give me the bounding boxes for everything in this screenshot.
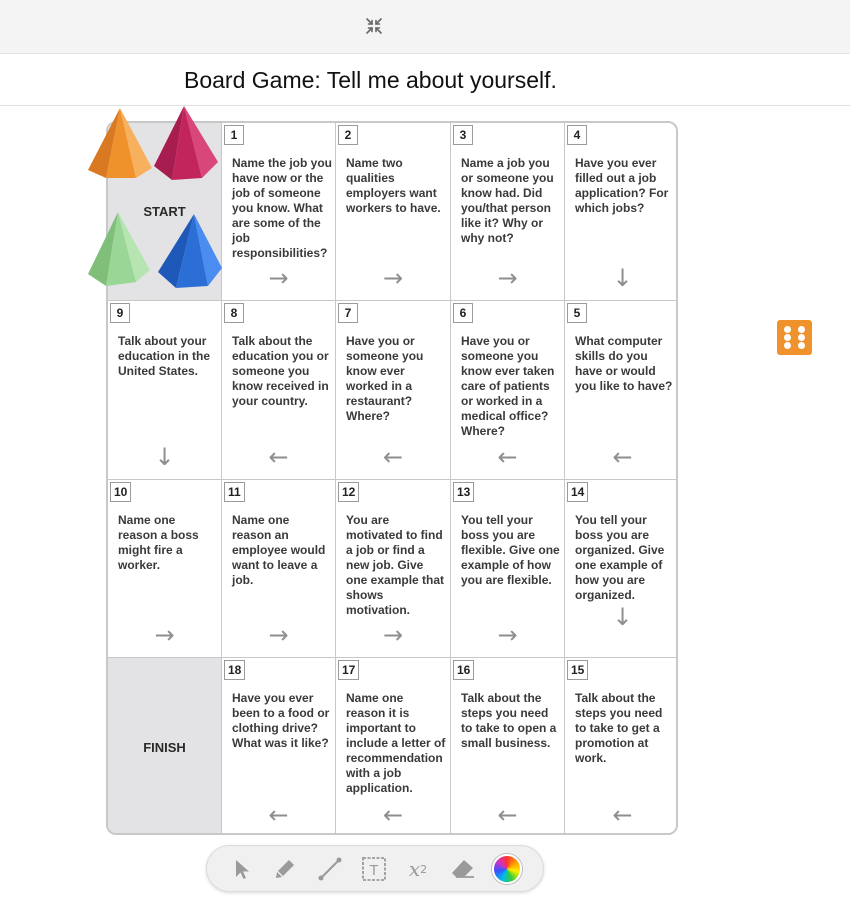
text-box-icon[interactable]: [359, 854, 389, 884]
arrow-right-icon: →: [268, 621, 289, 649]
cell-number: 15: [567, 660, 588, 680]
title-bar: [0, 55, 850, 106]
board-cell-11[interactable]: [222, 480, 336, 658]
cell-number: 12: [338, 482, 359, 502]
arrow-down-icon: ↓: [612, 603, 633, 631]
orange-pawn-icon[interactable]: [84, 106, 156, 182]
arrow-left-icon: ←: [268, 801, 289, 829]
superscript-base: x: [408, 857, 421, 881]
dice-dot: [798, 342, 805, 349]
board-cell-8[interactable]: [222, 301, 336, 480]
arrow-right-icon: →: [497, 264, 518, 292]
green-pawn-icon[interactable]: [84, 210, 156, 290]
cell-prompt: Have you or someone you know ever taken care of patients or worked in a medical office? Where?: [461, 334, 555, 438]
cell-number: 3: [453, 125, 473, 145]
blue-pawn-icon[interactable]: [154, 212, 226, 292]
dice-dot: [798, 326, 805, 333]
cell-prompt: Talk about the education you or someone you know received in your country.: [232, 334, 329, 408]
cell-prompt: Talk about the steps you need to take to get a promotion at work.: [575, 691, 663, 765]
superscript-exp: 2: [420, 862, 428, 876]
start-label: START: [143, 204, 186, 219]
arrow-right-icon: →: [268, 264, 289, 292]
finish-cell[interactable]: [108, 658, 222, 835]
cell-prompt: What computer skills do you have or would you like to have?: [575, 334, 673, 393]
cell-number: 4: [567, 125, 587, 145]
arrow-left-icon: ←: [382, 443, 404, 471]
board-cell-4[interactable]: [565, 123, 678, 301]
line-icon[interactable]: [315, 854, 345, 884]
cell-number: 16: [453, 660, 474, 680]
pen-icon[interactable]: [270, 854, 300, 884]
board-cell-10[interactable]: [108, 480, 222, 658]
pointer-icon[interactable]: [227, 854, 257, 884]
arrow-right-icon: →: [154, 621, 175, 649]
board-cell-12[interactable]: [336, 480, 451, 658]
magenta-pawn-icon[interactable]: [150, 104, 222, 184]
cell-prompt: Name two qualities employers want workers to have.: [346, 156, 441, 215]
cell-number: 5: [567, 303, 587, 323]
board-cell-13[interactable]: [451, 480, 565, 658]
board-cell-2[interactable]: [336, 123, 451, 301]
cell-number: 8: [224, 303, 244, 323]
cell-prompt: You tell your boss you are flexible. Give one example of how you are flexible.: [461, 513, 560, 587]
arrow-right-icon: →: [382, 621, 404, 649]
board-cell-17[interactable]: [336, 658, 451, 835]
dice-icon[interactable]: [777, 320, 812, 355]
arrow-right-icon: →: [497, 621, 518, 649]
cell-number: 6: [453, 303, 473, 323]
dice-dot: [784, 342, 791, 349]
arrow-down-icon: ↓: [154, 443, 175, 471]
cell-number: 14: [567, 482, 588, 502]
superscript-icon[interactable]: [403, 854, 433, 884]
cell-number: 13: [453, 482, 474, 502]
top-bar: [0, 0, 850, 54]
cell-prompt: You tell your boss you are organized. Give one example of how you are organized.: [575, 513, 665, 602]
dice-dot: [784, 334, 791, 341]
cell-prompt: Have you ever been to a food or clothing drive? What was it like?: [232, 691, 330, 750]
collapse-icon[interactable]: [362, 14, 386, 38]
arrow-right-icon: →: [382, 264, 404, 292]
cell-prompt: Name one reason a boss might fire a worker.: [118, 513, 199, 572]
board-cell-3[interactable]: [451, 123, 565, 301]
eraser-icon[interactable]: [448, 854, 478, 884]
board-cell-1[interactable]: [222, 123, 336, 301]
cell-number: 18: [224, 660, 245, 680]
board-cell-9[interactable]: [108, 301, 222, 480]
color-wheel-swatch: [492, 854, 522, 884]
arrow-left-icon: ←: [612, 801, 633, 829]
board-cell-14[interactable]: [565, 480, 678, 658]
arrow-left-icon: ←: [497, 443, 518, 471]
board-cell-5[interactable]: [565, 301, 678, 480]
cell-number: 10: [110, 482, 131, 502]
cell-prompt: Talk about your education in the United States.: [118, 334, 211, 378]
cell-prompt: Name the job you have now or the job of someone you know. What are some of the job responsibilities?: [232, 156, 333, 260]
board-cell-15[interactable]: [565, 658, 678, 835]
drawing-toolbar: [206, 845, 544, 892]
cell-prompt: Talk about the steps you need to take to open a small business.: [461, 691, 557, 750]
cell-prompt: Name one reason an employee would want to leave a job.: [232, 513, 326, 587]
cell-prompt: Name a job you or someone you know had. Did you/that person like it? Why or why not?: [461, 156, 554, 245]
cell-number: 9: [110, 303, 130, 323]
cell-number: 2: [338, 125, 358, 145]
cell-prompt: You are motivated to find a job or find a new job. Give one example that shows motivation.: [346, 513, 445, 617]
arrow-left-icon: ←: [382, 801, 404, 829]
finish-label: FINISH: [143, 740, 186, 755]
board-cell-16[interactable]: [451, 658, 565, 835]
cell-number: 11: [224, 482, 245, 502]
cell-prompt: Have you or someone you know ever worked in a restaurant? Where?: [346, 334, 424, 423]
arrow-left-icon: ←: [497, 801, 518, 829]
dice-dot: [784, 326, 791, 333]
cell-prompt: Have you ever filled out a job application? For which jobs?: [575, 156, 669, 215]
board-cell-6[interactable]: [451, 301, 565, 480]
arrow-down-icon: ↓: [612, 264, 633, 292]
text-tool-glyph: T: [369, 862, 379, 879]
arrow-left-icon: ←: [268, 443, 289, 471]
cell-number: 7: [338, 303, 358, 323]
page-title: Board Game: Tell me about yourself.: [184, 67, 557, 93]
cell-prompt: Name one reason it is important to include a letter of recommendation with a job application.: [346, 691, 446, 795]
cell-number: 1: [224, 125, 244, 145]
color-wheel-icon[interactable]: [492, 854, 522, 884]
cell-number: 17: [338, 660, 359, 680]
dice-dot: [798, 334, 805, 341]
arrow-left-icon: ←: [612, 443, 633, 471]
board-cell-18[interactable]: [222, 658, 336, 835]
board-cell-7[interactable]: [336, 301, 451, 480]
